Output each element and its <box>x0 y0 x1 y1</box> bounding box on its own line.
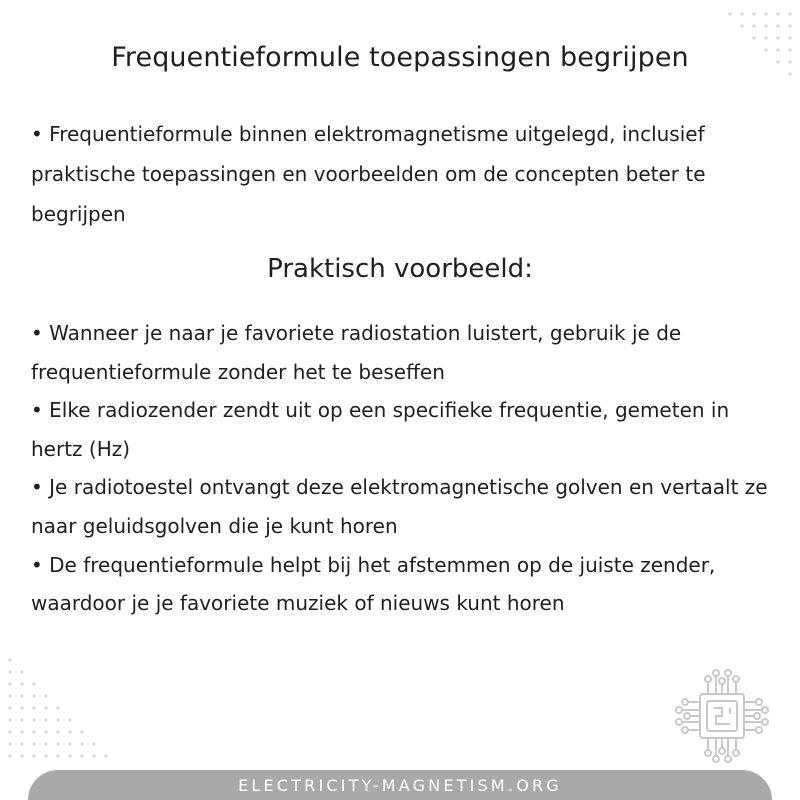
footer-site-name: ELECTRICITY-MAGNETISM.ORG <box>238 775 562 795</box>
list-item: • Je radiotoestel ontvangt deze elektromagnetische golven en vertaalt ze naar geluidsgolven die je kunt horen <box>31 475 768 538</box>
dot-pattern-bottom-left <box>0 650 140 780</box>
list-item: • Elke radiozender zendt uit op een specifieke frequentie, gemeten in hertz (Hz) <box>31 398 730 461</box>
intro-paragraph: • Frequentieformule binnen elektromagnetisme uitgelegd, inclusief praktische toepassingen en voorbeelden om de concepten beter te begrijpen <box>31 122 706 226</box>
section-subtitle: Praktisch voorbeeld: <box>267 254 533 284</box>
list-item: • De frequentieformule helpt bij het afstemmen op de juiste zender, waardoor je je favoriete muziek of nieuws kunt horen <box>31 552 716 616</box>
footer-bar <box>28 770 772 800</box>
bullet-list <box>31 314 776 623</box>
circuit-chip-icon <box>674 668 770 764</box>
page-title: Frequentieformule toepassingen begrijpen <box>111 42 689 73</box>
list-item: • Wanneer je naar je favoriete radiostation luistert, gebruik je de frequentieformule zonder het te beseffen <box>31 321 682 384</box>
